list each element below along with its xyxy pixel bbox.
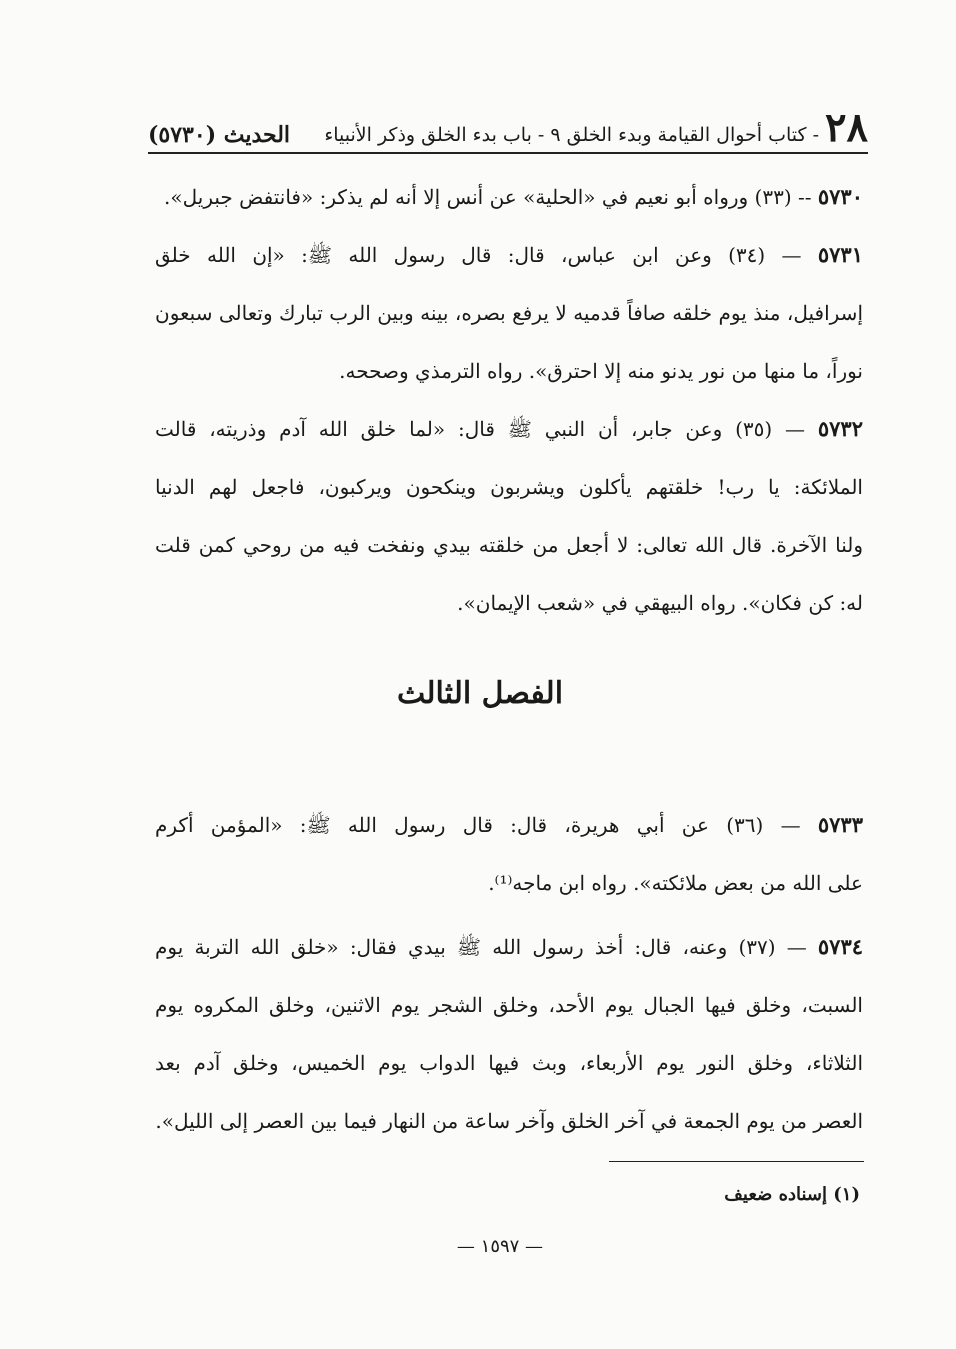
line-text: الملائكة: يا رب! خلقتهم يأكلون ويشربون وينكحون ويركبون، فاجعل لهم الدنيا [155,475,863,499]
footnote: (١) إسناده ضعيف [724,1184,860,1205]
hadith-number: ٥٧٣٤ [817,934,863,959]
text-line [155,1034,863,1092]
text-line [155,226,863,284]
running-title: - كتاب أحوال القيامة وبدء الخلق ٩ - باب بدء الخلق وذكر الأنبياء [324,124,820,146]
page-header [148,92,868,151]
line-text: الثلاثاء، وخلق النور يوم الأربعاء، وبث فيها الدواب يوم الخميس، وخلق آدم بعد [155,1051,863,1075]
header-right [324,104,868,151]
text-line [155,458,863,516]
text-line [155,284,863,342]
text-line [155,854,863,912]
text-line [155,516,863,574]
footnote-rule [609,1161,864,1162]
text-line [155,574,863,632]
line-text: نوراً، ما منها من نور يدنو منه إلا احترق». رواه الترمذي وصححه. [339,359,863,383]
text-line [155,976,863,1034]
line-text: له: كن فكان». رواه البيهقي في «شعب الإيمان». [457,591,863,615]
header-rule [148,152,868,154]
line-text: السبت، وخلق فيها الجبال يوم الأحد، وخلق الشجر يوم الاثنين، وخلق المكروه يوم [155,993,863,1017]
line-text: -- (٣٣) ورواه أبو نعيم في «الحلية» عن أنس إلا أنه لم يذكر: «فانتفض جبريل». [164,185,812,209]
line-text: — (٣٥) وعن جابر، أن النبي ﷺ قال: «لما خلق الله آدم وذريته، قالت [155,417,806,441]
text-block-third [155,918,863,1150]
hadith-number: ٥٧٣٢ [817,416,863,441]
text-line [155,342,863,400]
text-line [155,168,863,226]
line-text: على الله من بعض ملائكته». رواه ابن ماجه⁽¹⁾. [488,871,863,895]
line-text: العصر من يوم الجمعة في آخر الخلق وآخر ساعة من النهار فيما بين العصر إلى الليل». [155,1109,863,1133]
hadith-number: ٥٧٣٠ [817,184,863,209]
hadith-number: ٥٧٣١ [817,242,863,267]
line-text: — (٣٦) عن أبي هريرة، قال: قال رسول الله ﷺ: «المؤمن أكرم [155,813,801,837]
text-line [155,400,863,458]
text-line [155,1092,863,1150]
line-text: — (٣٧) وعنه، قال: أخذ رسول الله ﷺ بيدي فقال: «خلق الله التربة يوم [155,935,807,959]
text-block-first [155,168,863,632]
page-number: — ١٥٩٧ — [456,1236,544,1257]
line-text: ولنا الآخرة. قال الله تعالى: لا أجعل من خلقته بيدي ونفخت فيه من روحي كمن قلت [155,533,863,557]
volume-number: ٢٨ [825,104,868,151]
hadith-reference: الحديث (٥٧٣٠) [148,122,291,148]
hadith-number: ٥٧٣٣ [817,812,863,837]
section-title: الفصل الثالث [396,676,564,711]
line-text: — (٣٤) وعن ابن عباس، قال: قال رسول الله ﷺ: «إن الله خلق [155,243,802,267]
text-line [155,918,863,976]
text-line [155,796,863,854]
text-block-second [155,796,863,912]
line-text: إسرافيل، منذ يوم خلقه صافاً قدميه لا يرفع بصره، بينه وبين الرب تبارك وتعالى سبعون [155,301,863,325]
